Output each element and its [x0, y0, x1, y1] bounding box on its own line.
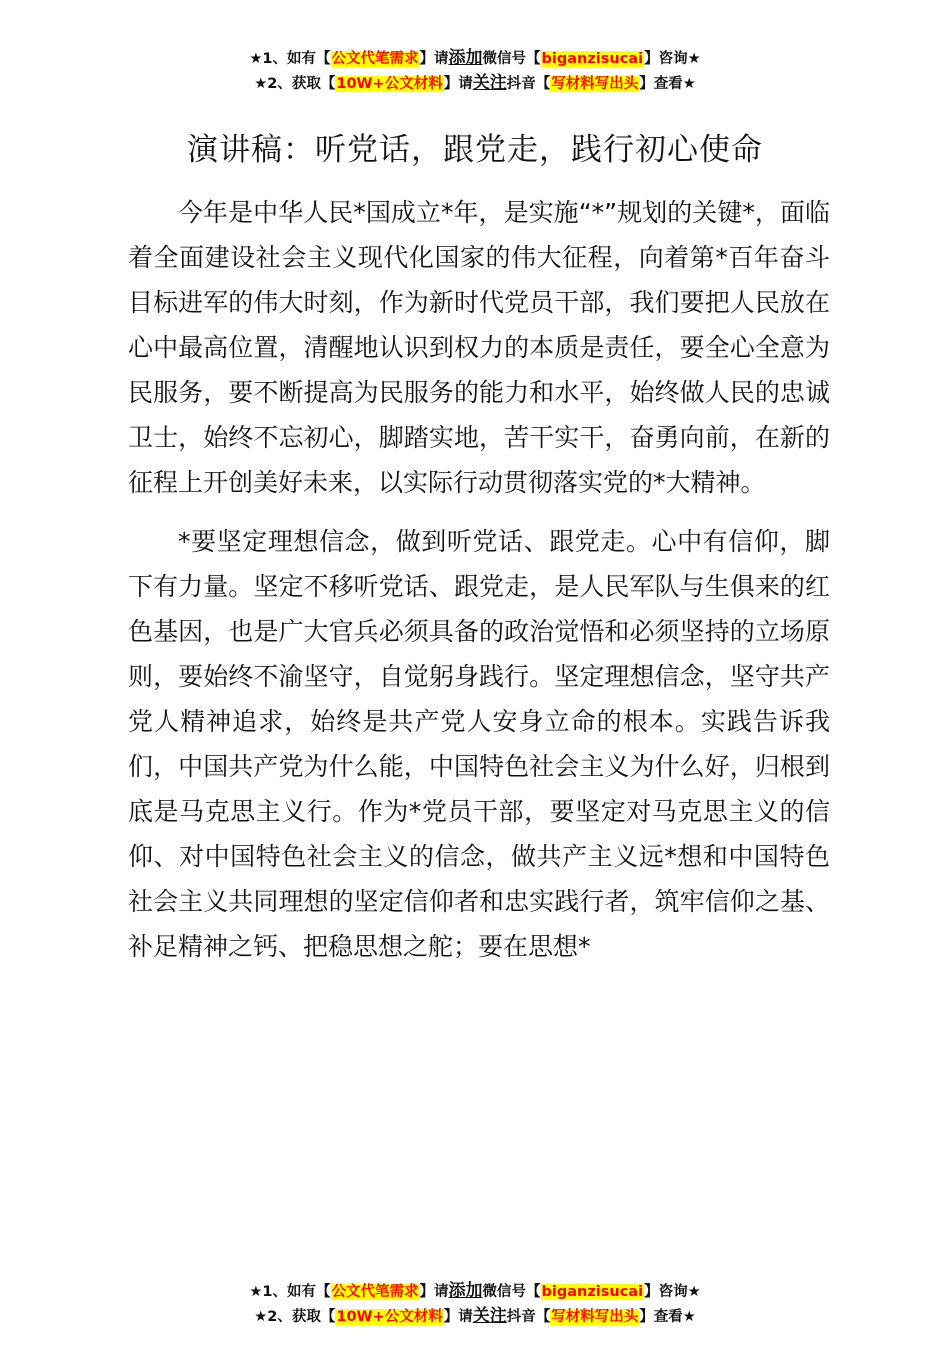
footer-banner — [0, 1279, 950, 1329]
banner-line-2: ★2、获取【10W+公文材料】请关注抖音【写材料写出头】查看★ — [254, 73, 696, 93]
highlight-materials: 10W+公文材料 — [336, 1309, 443, 1325]
document-title: 演讲稿：听党话，跟党走，践行初心使命 — [187, 132, 763, 168]
highlight-service: 公文代笔需求 — [331, 51, 419, 67]
emphasis-add: 添加 — [448, 48, 483, 68]
highlight-wechat-id: biganzisucai — [541, 1284, 644, 1300]
emphasis-follow: 关注 — [472, 1306, 507, 1326]
header-banner — [0, 46, 950, 96]
banner-line-1: ★1、如有【公文代笔需求】请添加微信号【biganzisucai】咨询★ — [249, 48, 701, 68]
highlight-materials: 10W+公文材料 — [336, 76, 443, 92]
paragraph-2: *要坚定理想信念，做到听党话、跟党走。心中有信仰，脚下有力量。坚定不移听党话、跟党走，是人民军队与生俱来的红色基因，也是广大官兵必须具备的政治觉悟和必须坚持的立场原则，要始终不渝坚守，自觉躬身践行。坚定理想信念，坚守共产党人精神追求，始终是共产党人安身立命的根本。实践告诉我们，中国共产党为什么能，中国特色社会主义为什么好，归根到底是马克思主义行。作为*党员干部，要坚定对马克思主义的信仰、对中国特色社会主义的信念，做共产主义远*想和中国特色社会主义共同理想的坚定信仰者和忠实践行者，筑牢信仰之基、补足精神之钙、把稳思想之舵；要在思想* — [128, 527, 830, 961]
document-body — [128, 190, 830, 983]
emphasis-follow: 关注 — [472, 73, 507, 93]
banner-line-2: ★2、获取【10W+公文材料】请关注抖音【写材料写出头】查看★ — [254, 1306, 696, 1326]
highlight-douyin-account: 写材料写出头 — [551, 76, 639, 92]
highlight-wechat-id: biganzisucai — [541, 51, 644, 67]
banner-line-1: ★1、如有【公文代笔需求】请添加微信号【biganzisucai】咨询★ — [249, 1281, 701, 1301]
emphasis-add: 添加 — [448, 1281, 483, 1301]
highlight-service: 公文代笔需求 — [331, 1284, 419, 1300]
highlight-douyin-account: 写材料写出头 — [551, 1309, 639, 1325]
paragraph-1: 今年是中华人民*国成立*年，是实施“*”规划的关键*，面临着全面建设社会主义现代化国家的伟大征程，向着第*百年奋斗目标进军的伟大时刻，作为新时代党员干部，我们要把人民放在心中最高位置，清醒地认识到权力的本质是责任，要全心全意为民服务，要不断提高为民服务的能力和水平，始终做人民的忠诚卫士，始终不忘初心，脚踏实地，苦干实干，奋勇向前，在新的征程上开创美好未来，以实际行动贯彻落实党的*大精神。 — [128, 198, 830, 497]
